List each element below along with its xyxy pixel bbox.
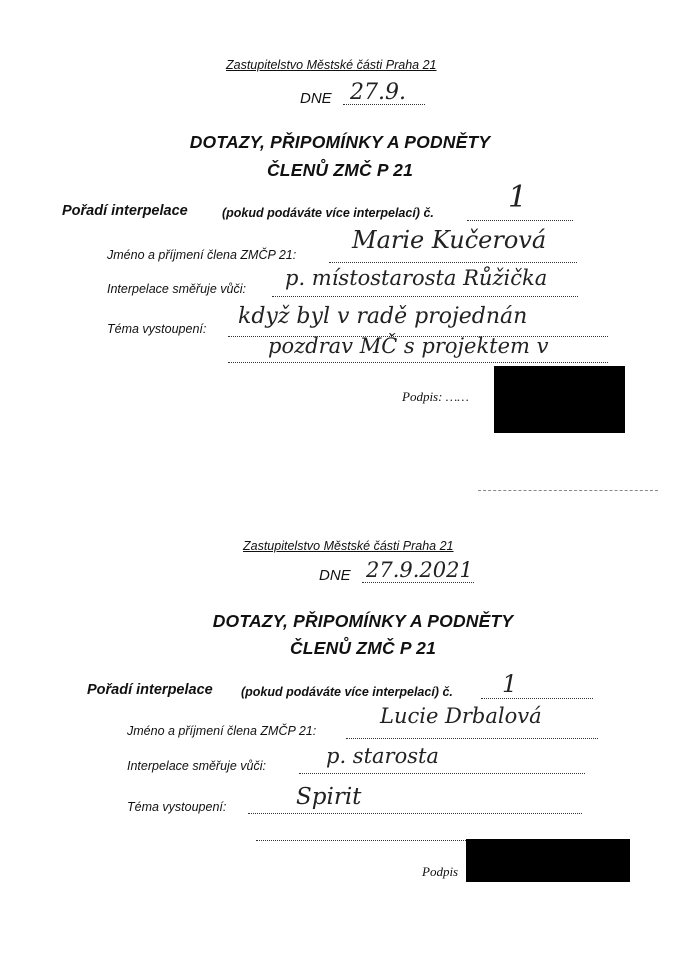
- order-label: Pořadí interpelace: [62, 203, 188, 219]
- signature-label: Podpis: ……: [402, 389, 469, 404]
- member-name-label: Jméno a příjmení člena ZMČP 21:: [107, 248, 297, 262]
- date-dots: [362, 582, 474, 583]
- target-label: Interpelace směřuje vůči:: [107, 282, 246, 296]
- topic-value-line1: když byl v radě projednán: [238, 304, 528, 329]
- form-title-line1: DOTAZY, PŘIPOMÍNKY A PODNĚTY: [212, 611, 514, 631]
- target-value: p. místostarosta Růžička: [285, 266, 548, 290]
- form-title-line2: ČLENŮ ZMČ P 21: [289, 638, 437, 658]
- form-title-line1: DOTAZY, PŘIPOMÍNKY A PODNĚTY: [189, 132, 491, 152]
- topic-dots-2: [228, 362, 608, 363]
- org-title: Zastupitelstvo Městské části Praha 21: [226, 58, 437, 72]
- target-dots: [272, 296, 578, 297]
- topic-label: Téma vystoupení:: [107, 322, 207, 336]
- org-title: Zastupitelstvo Městské části Praha 21: [243, 539, 454, 553]
- order-label: Pořadí interpelace: [87, 682, 213, 698]
- topic-dots-1: [248, 813, 582, 814]
- signature-redaction: [466, 839, 630, 882]
- date-value: 27.9.2021: [366, 558, 473, 582]
- order-dots: [467, 220, 573, 221]
- form-title-line2: ČLENŮ ZMČ P 21: [266, 160, 414, 180]
- date-label: DNE: [319, 567, 351, 584]
- topic-label: Téma vystoupení:: [127, 800, 227, 814]
- order-value: 1: [508, 180, 528, 215]
- member-name-value: Lucie Drbalová: [380, 704, 542, 728]
- member-name-value: Marie Kučerová: [352, 226, 547, 254]
- order-dots: [481, 698, 593, 699]
- order-note: (pokud podáváte více interpelací) č.: [241, 685, 453, 699]
- member-name-label: Jméno a příjmení člena ZMČP 21:: [127, 724, 317, 738]
- form-separator: [478, 490, 658, 491]
- order-value: 1: [502, 670, 518, 698]
- date-label: DNE: [300, 90, 332, 107]
- order-note: (pokud podáváte více interpelací) č.: [222, 206, 434, 220]
- target-value: p. starosta: [326, 744, 439, 768]
- signature-redaction: [494, 366, 625, 433]
- member-name-dots: [329, 262, 577, 263]
- topic-value-line1: Spirit: [296, 784, 362, 810]
- topic-value-line2: pozdrav MČ s projektem v: [268, 334, 549, 358]
- date-value: 27.9.: [350, 80, 406, 105]
- member-name-dots: [346, 738, 598, 739]
- target-dots: [299, 773, 585, 774]
- target-label: Interpelace směřuje vůči:: [127, 759, 266, 773]
- signature-label: Podpis: [422, 864, 459, 879]
